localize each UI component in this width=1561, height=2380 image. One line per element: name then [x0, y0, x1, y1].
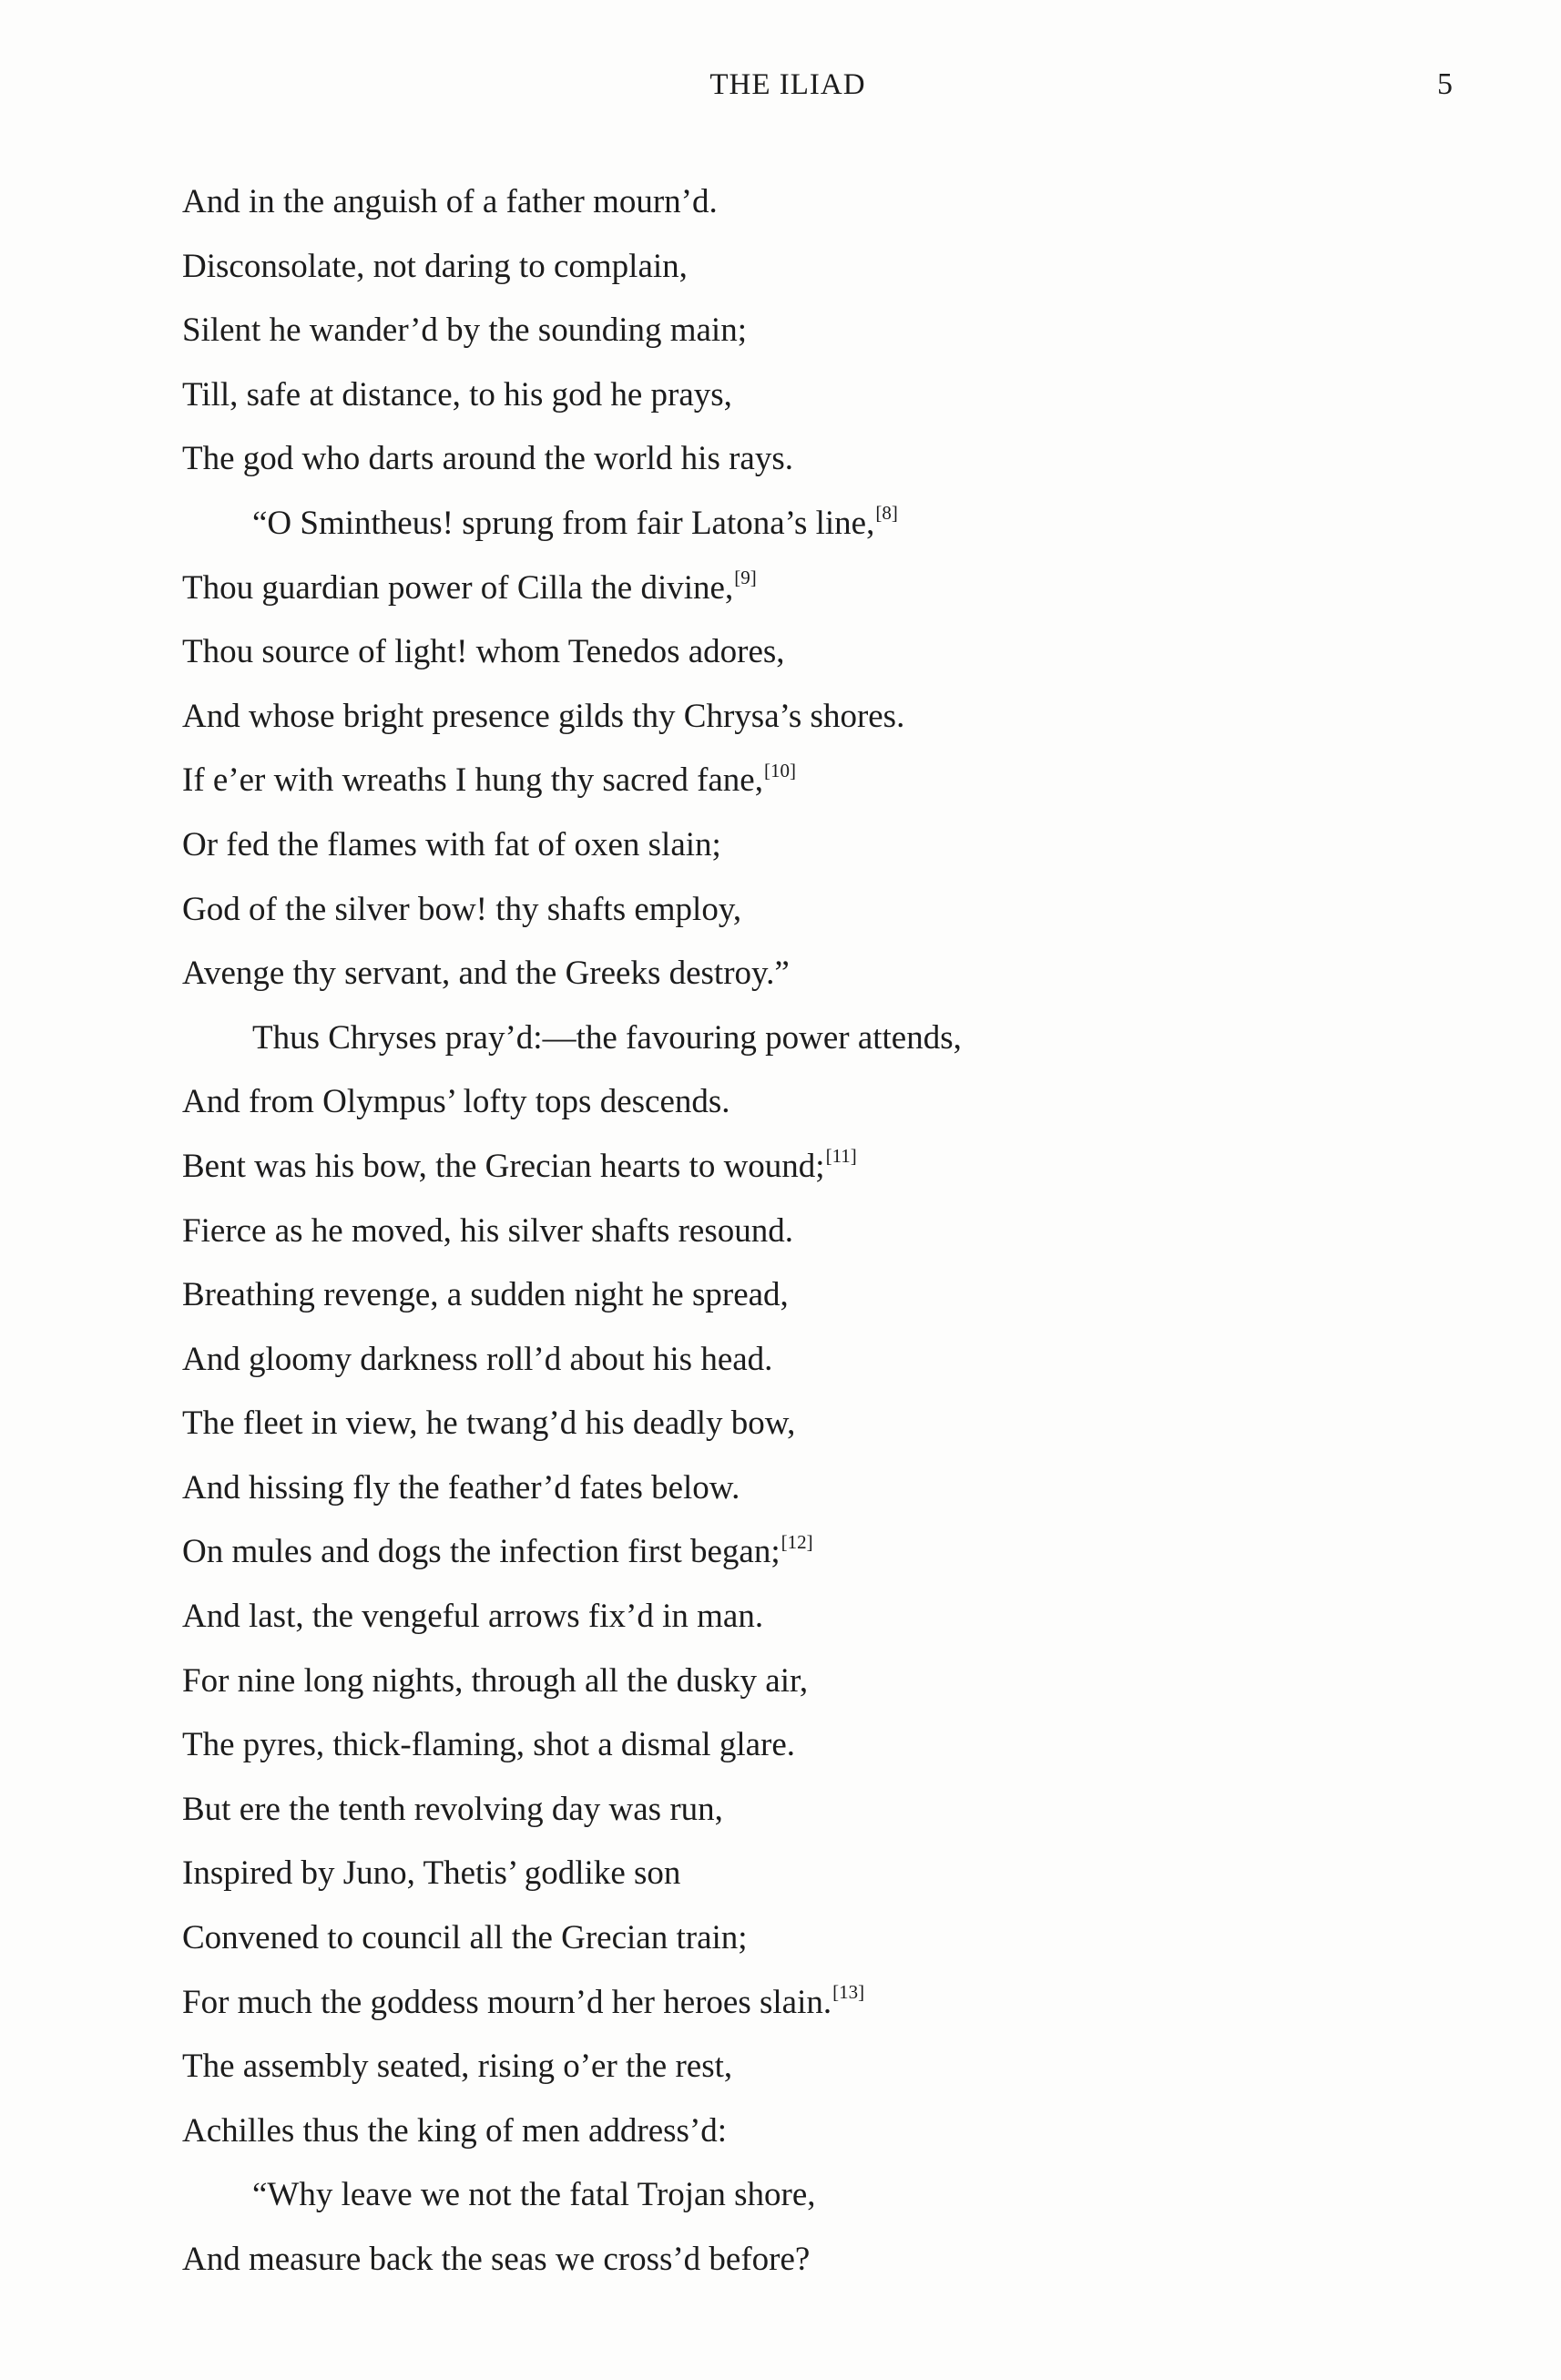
verse-line-text: Thus Chryses pray’d:—the favouring power attends,	[252, 1018, 962, 1057]
verse-line-text: Thou guardian power of Cilla the divine,	[182, 568, 734, 607]
verse-line	[182, 1778, 1366, 1843]
footnote-marker[interactable]: [13]	[832, 1980, 865, 2003]
verse-line	[182, 2099, 1366, 2164]
verse-line	[182, 1650, 1366, 1714]
verse-line-text: Breathing revenge, a sudden night he spread,	[182, 1276, 789, 1314]
verse-line	[182, 2163, 1366, 2228]
verse-line	[182, 1520, 1366, 1585]
footnote-marker[interactable]: [8]	[875, 502, 898, 525]
verse-line-text: “O Smintheus! sprung from fair Latona’s line,	[252, 504, 875, 542]
verse-line-text: And gloomy darkness roll’d about his head.	[182, 1340, 773, 1378]
verse-line	[182, 1971, 1366, 2036]
verse-line-text: The pyres, thick-flaming, shot a dismal glare.	[182, 1726, 796, 1764]
footnote-marker[interactable]: [10]	[763, 759, 796, 781]
verse-line	[182, 557, 1366, 621]
verse-line-text: Bent was his bow, the Grecian hearts to wound;	[182, 1147, 825, 1185]
verse-line	[182, 1842, 1366, 1906]
verse-line-text: Avenge thy servant, and the Greeks destroy.”	[182, 955, 790, 993]
verse-line	[182, 620, 1366, 685]
page-number: 5	[1437, 67, 1453, 101]
verse-line	[182, 1200, 1366, 1264]
verse-line-text: Silent he wander’d by the sounding main;	[182, 312, 747, 350]
footnote-marker[interactable]: [12]	[780, 1530, 813, 1553]
verse-line-text: And in the anguish of a father mourn’d.	[182, 183, 718, 220]
verse-line	[182, 1328, 1366, 1393]
running-title: THE ILIAD	[709, 68, 866, 101]
verse-line-text: If e’er with wreaths I hung thy sacred fane,	[182, 761, 763, 800]
verse-line-text: And last, the vengeful arrows fix’d in man.	[182, 1598, 764, 1636]
verse-line-text: “Why leave we not the fatal Trojan shore,	[252, 2176, 816, 2214]
verse-line	[182, 2228, 1366, 2293]
verse-line	[182, 170, 1366, 235]
verse-line	[182, 1585, 1366, 1650]
verse-line-text: Or fed the flames with fat of oxen slain;	[182, 825, 721, 863]
verse-line-text: God of the silver bow! thy shafts employ,	[182, 890, 742, 928]
verse-line	[182, 2035, 1366, 2099]
verse-line	[182, 363, 1366, 428]
verse-line-text: The assembly seated, rising o’er the rest,	[182, 2048, 733, 2086]
verse-line-text: Achilles thus the king of men address’d:	[182, 2111, 728, 2150]
verse-line	[182, 878, 1366, 943]
verse-line	[182, 1135, 1366, 1200]
verse-line	[182, 1456, 1366, 1521]
verse-line	[182, 1392, 1366, 1456]
verse-line	[182, 813, 1366, 878]
verse-line	[182, 235, 1366, 300]
footnote-marker[interactable]: [11]	[825, 1145, 857, 1168]
verse-line	[182, 942, 1366, 1006]
verse-line	[182, 685, 1366, 750]
verse-line	[182, 749, 1366, 813]
verse-line-text: On mules and dogs the infection first began;	[182, 1533, 780, 1571]
verse-line-text: For much the goddess mourn’d her heroes slain.	[182, 1983, 832, 2021]
verse-line	[182, 1713, 1366, 1778]
verse-line-text: And whose bright presence gilds thy Chrysa’s shores.	[182, 697, 905, 735]
verse-line-text: Till, safe at distance, to his god he prays,	[182, 375, 732, 414]
verse-line-text: And from Olympus’ lofty tops descends.	[182, 1083, 730, 1121]
verse-line	[182, 1070, 1366, 1135]
verse-line	[182, 427, 1366, 492]
verse-line	[182, 299, 1366, 363]
verse-line-text: Disconsolate, not daring to complain,	[182, 247, 688, 285]
verse-line	[182, 492, 1366, 557]
verse-line-text: Convened to council all the Grecian train;	[182, 1919, 748, 1957]
running-header	[0, 62, 1561, 107]
verse-line-text: Thou source of light! whom Tenedos adores,	[182, 633, 785, 671]
verse-line-text: The god who darts around the world his rays.	[182, 440, 794, 478]
verse-block	[182, 170, 1366, 2293]
verse-line-text: And measure back the seas we cross’d before?	[182, 2241, 811, 2278]
verse-line	[182, 1906, 1366, 1971]
verse-line-text: Inspired by Juno, Thetis’ godlike son	[182, 1854, 681, 1893]
verse-line-text: For nine long nights, through all the dusky air,	[182, 1661, 809, 1700]
verse-line-text: But ere the tenth revolving day was run,	[182, 1790, 723, 1828]
verse-line-text: Fierce as he moved, his silver shafts resound.	[182, 1211, 793, 1250]
verse-line-text: And hissing fly the feather’d fates below.	[182, 1468, 740, 1507]
verse-line	[182, 1006, 1366, 1071]
verse-line	[182, 1263, 1366, 1328]
footnote-marker[interactable]: [9]	[734, 566, 757, 588]
verse-line-text: The fleet in view, he twang’d his deadly bow,	[182, 1405, 796, 1443]
